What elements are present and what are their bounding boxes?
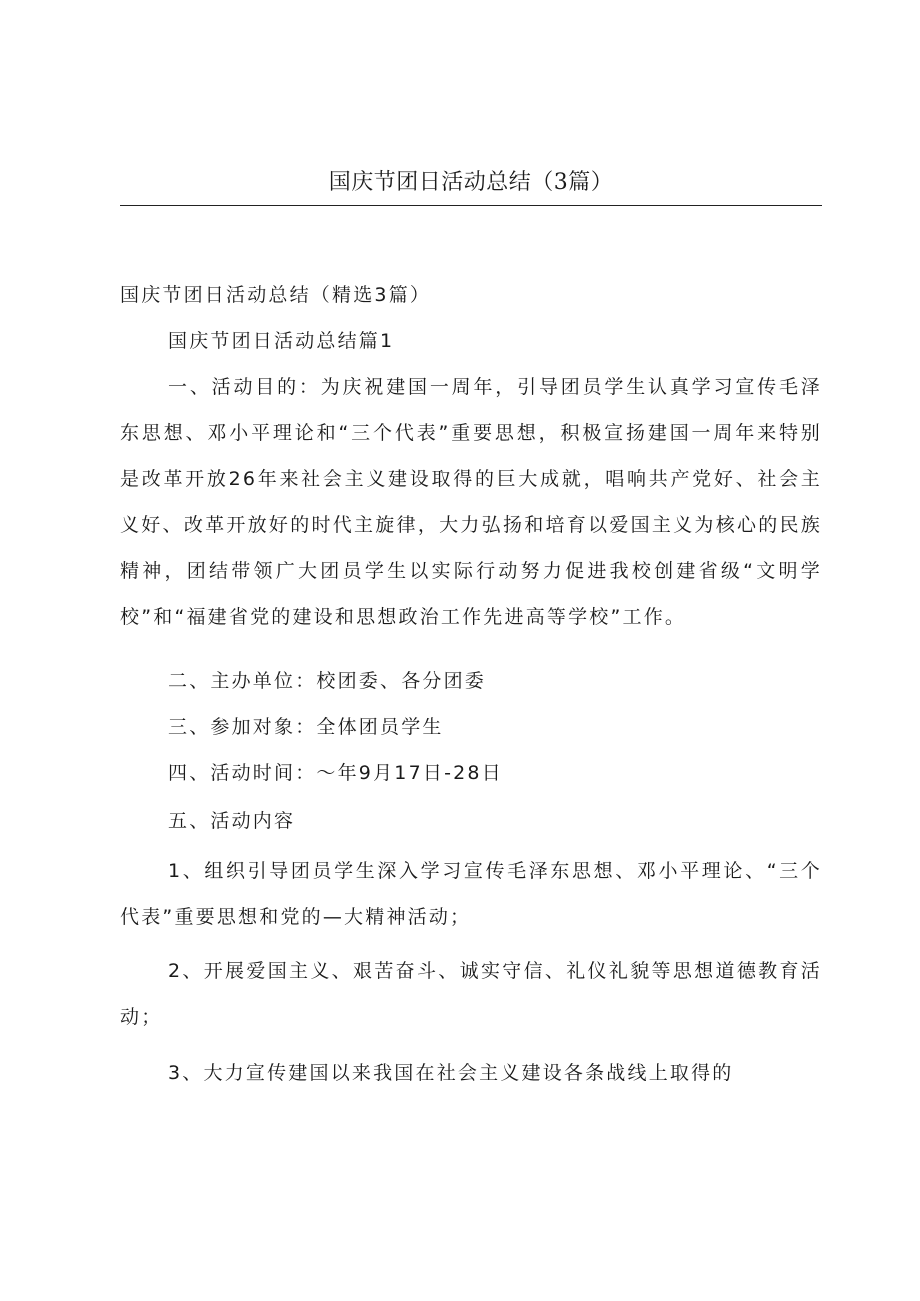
- document-title: 国庆节团日活动总结（3篇）: [328, 170, 614, 195]
- paragraph-item-2: 2、开展爱国主义、艰苦奋斗、诚实守信、礼仪礼貌等思想道德教育活动；: [120, 960, 822, 1028]
- section-heading: 国庆节团日活动总结篇1: [168, 330, 395, 352]
- title-underline: [120, 205, 822, 206]
- paragraph-item-3: 3、大力宣传建国以来我国在社会主义建设各条战线上取得的: [168, 1062, 734, 1084]
- paragraph-item-1: 1、组织引导团员学生深入学习宣传毛泽东思想、邓小平理论、“三个代表”重要思想和党的—大精神活动；: [120, 860, 822, 928]
- document-subtitle: 国庆节团日活动总结（精选3篇）: [120, 284, 432, 306]
- paragraph-time: 四、活动时间：～年9月17日-28日: [168, 762, 503, 784]
- paragraph-purpose: 一、活动目的：为庆祝建国一周年，引导团员学生认真学习宣传毛泽东思想、邓小平理论和“三个代表”重要思想，积极宣扬建国一周年来特别是改革开放26年来社会主义建设取得的巨大成就，唱响共产党好、社会主义好、改革开放好的时代主旋律，大力弘扬和培育以爱国主义为核心的民族精神，团结带领广大团员学生以实际行动努力促进我校创建省级“文明学校”和“福建省党的建设和思想政治工作先进高等学校”工作。: [120, 376, 822, 628]
- paragraph-organizer: 二、主办单位：校团委、各分团委: [168, 670, 487, 692]
- paragraph-content-heading: 五、活动内容: [168, 810, 296, 832]
- paragraph-participants: 三、参加对象：全体团员学生: [168, 716, 444, 738]
